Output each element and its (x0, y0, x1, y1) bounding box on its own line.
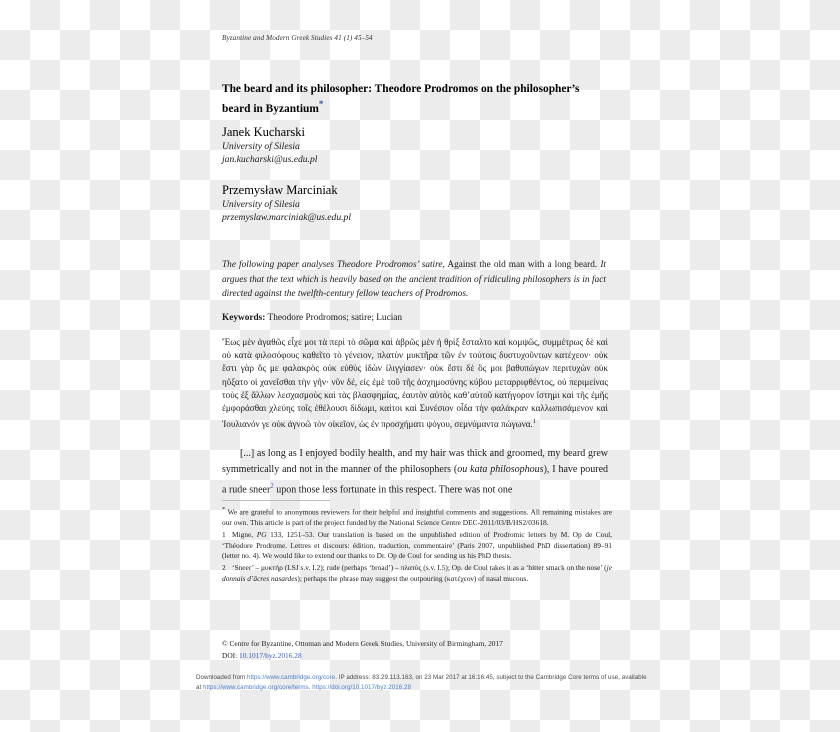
author-affiliation: University of Silesia (222, 199, 300, 210)
greek-text: Ἕως μὲν ἀγαθῶς εἶχε μοι τὰ περὶ τὸ σῶμα καὶ ἁβρῶς μὲν ἡ θρὶξ ἔσταλτο καὶ κομψῶς, συμμέτρως δὲ καὶ οὐ κατὰ φιλοσόφους καθεῖτο τὸ γένειον, πλατὺν μυκτῆρα τῶν ἐν τούτοις δυστυχοῦντων κατέχεον· οὐκ ἔστι γὰρ ὃς με φαλακρὸς οὐκ εὐθὺς ἰδὼν ἰλιγγίασεν· οὐκ ἔστι δὲ ὃς μοι βαθυπώγων περιτυχὼν οὐκ ηὔξατο οἱ χανεῖσθαι τὴν γῆν· νῦν δέ, εἰς ἐμὲ τοῦ τῆς ἀσχημοσύνης κύβου μεταρριφθέντος, οὐ περιμείνας τοὺς ἐξ ἄλλων λεσχασμοὺς καὶ τὰς βλασφημίας, ἐαυτὸν αὐτὸς καθ’αὑτοῦ κατήγορον ἵστημι καὶ τῆς ἐμῆς ἐμφοράσθαι χλεύης τοῖς ἐθέλουσι δίδωμι, καίτοι καὶ Συνέσιον οἶδα τὴν φαλάκραν καλλωπισάμενον καὶ Ἰουλιανόν γε οὐκ ἀγνοῶ τὸν οἰκεῖον, ὡς ἐν προσχήματι ψόγου, σεμνύμαντα πώγωνα. (222, 337, 608, 430)
download-at-prefix: at (196, 683, 204, 691)
footnote-text-b: 133, 1251–53. Our translation is based on the unpublished edition of Prodromic letters by M. Op de Coul, ‘Théodore Prodrome. Lettres et discours: édition, traduction, commentaire’ (Paris 2007, unpublished PhD dissertation) 89–91 (letter no. 4). We would like to extend our thanks to Dr. Op de Coul for sending us his PhD thesis. (222, 530, 613, 561)
author-block-2 (222, 182, 602, 224)
footnote-marker: * (222, 506, 226, 513)
footnote-star (222, 505, 612, 529)
download-prefix: Downloaded from (196, 674, 248, 681)
keywords-label: Keywords: (222, 313, 266, 323)
download-footer (196, 673, 648, 692)
footnote-2 (222, 563, 612, 584)
copyright-line: © Centre for Byzantine, Ottoman and Modern Greek Studies, University of Birmingham, 2017 (222, 639, 503, 648)
translation-part-3: upon those less fortunate in this respect. There was not one (273, 484, 513, 496)
cambridge-terms-link[interactable]: https://www.cambridge.org/core/terms (203, 683, 309, 691)
copyright-block (222, 638, 612, 661)
footnote-1 (222, 530, 612, 562)
keywords (222, 311, 606, 325)
download-footer-line-1 (196, 673, 648, 683)
author-name: Janek Kucharski (222, 125, 305, 139)
footnote-text-a: ‘Sneer’ – μυκτήρ (LSJ s.v. I.2); rude (perhaps ‘broad’) – πλατύς (s.v. I.5); Op. de Coul takes it as a ‘bitter smack on the nose’ ( (232, 563, 607, 573)
running-head: Byzantine and Modern Greek Studies 41 (1) 45–54 (222, 34, 373, 42)
doi-label: DOI: (222, 651, 240, 660)
abstract (222, 258, 606, 302)
page-title (222, 82, 602, 117)
footnote-text-b: ); perhaps the phrase may suggest the outpouring (κατέχεον) of nasal mucous. (297, 574, 529, 584)
footnote-italic-a: PG (256, 530, 267, 540)
footnotes-section (222, 505, 612, 586)
footnote-text: We are grateful to anonymous reviewers for their helpful and insightful comments and suggestions. All remaining mistakes are our own. This article is part of the project funded by the National Science Centre DEC-2011/03/B/HS2/03618. (222, 507, 613, 528)
translation-paragraph (222, 446, 608, 499)
abstract-part-2: Against the old man with a long beard. (444, 260, 598, 270)
cambridge-core-link[interactable]: https://www.cambridge.org/core (247, 674, 336, 681)
author-block-1 (222, 124, 602, 166)
author-name: Przemysław Marciniak (222, 183, 338, 197)
translation-footnote-marker[interactable]: 2 (270, 482, 274, 490)
abstract-part-1: The following paper analyses Theodore Prodromos’ satire, (222, 260, 445, 270)
author-affiliation: University of Silesia (222, 141, 300, 152)
greek-footnote-marker[interactable]: 1 (532, 418, 537, 426)
greek-quotation (222, 336, 608, 431)
author-email[interactable]: jan.kucharski@us.edu.pl (222, 154, 318, 165)
title-line-2: beard in Byzantium (222, 102, 319, 115)
translation-part-2: ), I have poured a rude sneer (222, 464, 609, 496)
download-footer-line-2 (196, 683, 648, 693)
translation-transliteration: ou kata philosophous (457, 464, 544, 476)
author-email[interactable]: przemyslaw.marciniak@us.edu.pl (222, 212, 351, 223)
download-separator: . (308, 683, 313, 691)
doi-link[interactable]: 10.1017/byz.2016.28 (239, 651, 302, 660)
download-ip-info: . IP address: 83.29.113.163, on 23 Mar 2017 at 16:16:45, subject to the Cambridge Core terms of use, available (335, 674, 647, 681)
doi-org-link[interactable]: https://doi.org/10.1017/byz.2016.28 (312, 683, 411, 691)
keywords-value: Theodore Prodromos; satire; Lucian (265, 313, 403, 323)
footnote-italic-a: je donnais d’âcres nasardes (222, 563, 612, 584)
abstract-part-3: It argues that the text which is heavily based on the ancient tradition of ridiculing philosophers is in fact directed against the twelfth-century fellow teachers of Prodromos. (222, 260, 606, 300)
title-line-1: The beard and its philosopher: Theodore Prodromos on the philosopher’s (222, 83, 580, 95)
footnote-marker: 2 (222, 563, 226, 573)
translation-part-1: [...] as long as I enjoyed bodily health, and my hair was thick and groomed, my beard grew symmetrically and not in the manner of the philosophers ( (222, 448, 608, 476)
doi-line (222, 650, 612, 661)
footnote-text-a: Migne, (232, 530, 257, 540)
title-footnote-marker: * (318, 99, 324, 109)
footnote-separator-rule (222, 500, 330, 501)
footnote-marker: 1 (222, 530, 226, 540)
